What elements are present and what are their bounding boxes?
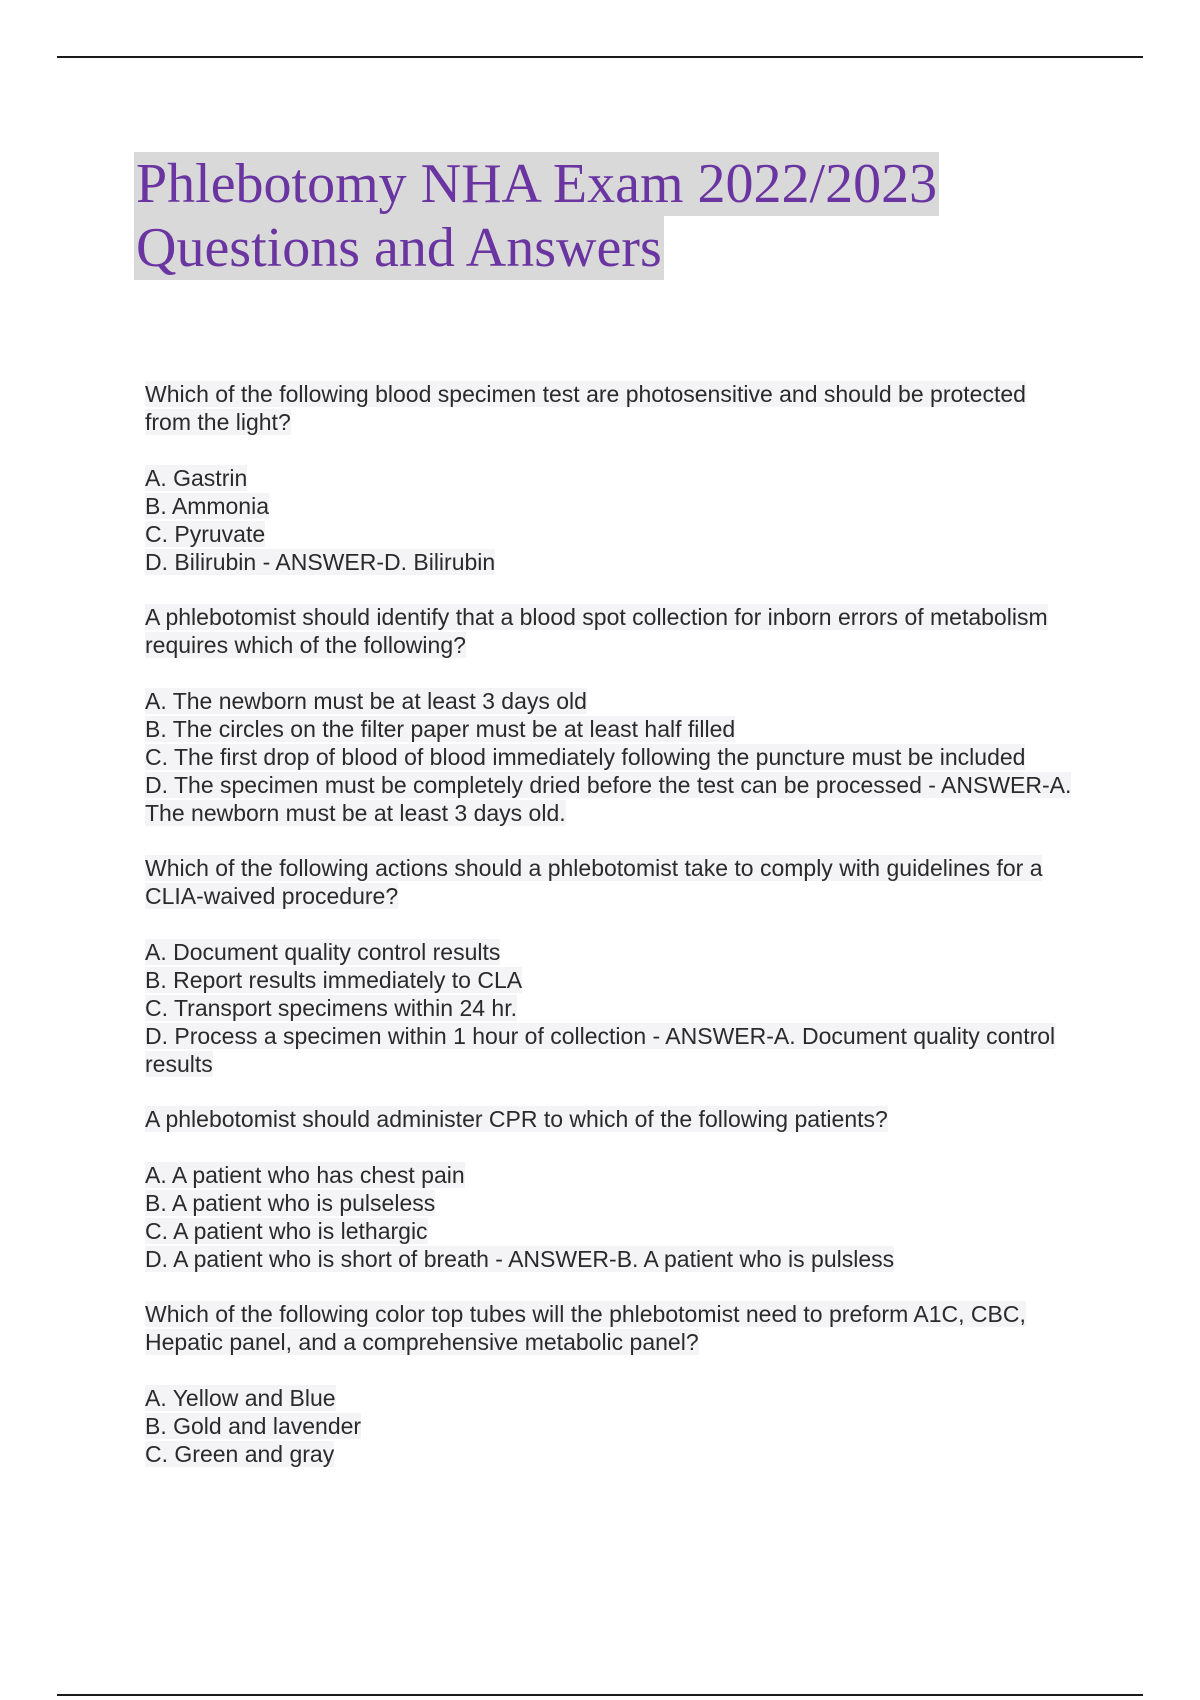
- page-title: [134, 152, 1034, 280]
- title-line-1: Phlebotomy NHA Exam 2022/2023: [136, 153, 938, 215]
- option-with-answer: D. A patient who is short of breath - ANSWER-B. A patient who is pulsless: [145, 1246, 895, 1272]
- options-2: [145, 687, 1075, 827]
- question-text: A phlebotomist should identify that a blood spot collection for inborn errors of metabolism requires which of the following?: [145, 604, 1048, 658]
- question-list: [145, 380, 1075, 1495]
- question-4: [145, 1105, 1075, 1133]
- option: C. Green and gray: [145, 1441, 335, 1467]
- title-line-2: Questions and Answers: [136, 217, 662, 279]
- question-2: [145, 603, 1075, 659]
- option: B. A patient who is pulseless: [145, 1190, 436, 1216]
- option: A. Document quality control results: [145, 939, 501, 965]
- option: C. Transport specimens within 24 hr.: [145, 995, 517, 1021]
- bottom-rule: [57, 1694, 1143, 1696]
- options-3: [145, 938, 1075, 1078]
- option-with-answer: D. The specimen must be completely dried before the test can be processed - ANSWER-A. The newborn must be at least 3 days old.: [145, 772, 1072, 826]
- option: C. Pyruvate: [145, 521, 266, 547]
- option-with-answer: D. Process a specimen within 1 hour of collection - ANSWER-A. Document quality control results: [145, 1023, 1056, 1077]
- question-text: Which of the following blood specimen test are photosensitive and should be protected from the light?: [145, 381, 1026, 435]
- option: B. Report results immediately to CLA: [145, 967, 523, 993]
- options-5: [145, 1384, 1075, 1468]
- options-4: [145, 1161, 1075, 1273]
- question-text: A phlebotomist should administer CPR to which of the following patients?: [145, 1106, 888, 1132]
- option: A. The newborn must be at least 3 days old: [145, 688, 587, 714]
- question-5: [145, 1300, 1075, 1356]
- option: B. Ammonia: [145, 493, 269, 519]
- option: B. The circles on the filter paper must be at least half filled: [145, 716, 736, 742]
- top-rule: [57, 56, 1143, 58]
- option: B. Gold and lavender: [145, 1413, 362, 1439]
- option: A. Yellow and Blue: [145, 1385, 336, 1411]
- option: A. Gastrin: [145, 465, 248, 491]
- question-text: Which of the following color top tubes will the phlebotomist need to preform A1C, CBC, Hepatic panel, and a comprehensive metabolic panel?: [145, 1301, 1026, 1355]
- option-with-answer: D. Bilirubin - ANSWER-D. Bilirubin: [145, 549, 496, 575]
- option: C. A patient who is lethargic: [145, 1218, 428, 1244]
- option: A. A patient who has chest pain: [145, 1162, 465, 1188]
- option: C. The first drop of blood of blood immediately following the puncture must be included: [145, 744, 1026, 770]
- question-3: [145, 854, 1075, 910]
- question-1: [145, 380, 1075, 436]
- options-1: [145, 464, 1075, 576]
- question-text: Which of the following actions should a phlebotomist take to comply with guidelines for a CLIA-waived procedure?: [145, 855, 1043, 909]
